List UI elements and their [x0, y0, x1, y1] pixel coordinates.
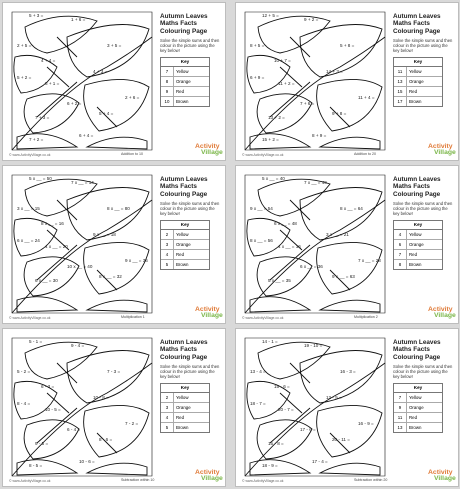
sum-equation: 15 - 8 = — [268, 441, 284, 446]
key-number: 4 — [161, 250, 174, 259]
worksheet-label: Multiplication 2 — [354, 315, 378, 319]
worksheet-instructions: Solve the simple sums and then colour in the picture using the key below! — [160, 201, 220, 217]
sum-equation: 5 + 3 = — [29, 13, 44, 18]
sum-equation: 8 + 1 = — [45, 81, 60, 86]
key-number: 4 — [394, 230, 407, 239]
copyright-url: © www.ActivityVillage.co.uk — [242, 153, 284, 157]
sum-equation: 3 + 5 = — [107, 43, 122, 48]
sum-equation: 7 - 2 = — [125, 421, 139, 426]
key-row — [161, 87, 209, 97]
key-number: 15 — [394, 87, 407, 96]
key-number: 7 — [394, 393, 407, 402]
sum-equation: 4 + 4 = — [41, 58, 56, 63]
sum-equation: 8 - 4 = — [17, 401, 31, 406]
sum-equation: 5 x __ = 50 — [29, 176, 52, 181]
colouring-area — [240, 7, 390, 155]
sum-equation: 8 - 6 = — [99, 437, 113, 442]
key-number: 11 — [394, 67, 407, 76]
key-row — [161, 393, 209, 403]
key-row — [394, 423, 442, 432]
sum-equation: 6 x __ = 24 — [17, 238, 40, 243]
worksheet-title: Autumn Leaves Maths Facts Colouring Page — [393, 339, 441, 361]
colour-key — [393, 383, 443, 433]
sum-equation: 6 - 3 = — [41, 384, 55, 389]
key-number: 2 — [161, 393, 174, 402]
worksheet-title: Autumn Leaves Maths Facts Colouring Page — [393, 13, 441, 35]
key-colour: Red — [409, 89, 418, 95]
sum-equation: 8 + 5 = — [250, 43, 265, 48]
worksheet-thumbnail[interactable] — [236, 166, 458, 323]
colouring-area — [7, 7, 157, 155]
side-panel — [160, 333, 222, 481]
key-colour: Red — [409, 252, 418, 258]
worksheet-instructions: Solve the simple sums and then colour in the picture using the key below! — [393, 364, 453, 380]
key-row — [161, 230, 209, 240]
worksheet-title: Autumn Leaves Maths Facts Colouring Page — [393, 176, 441, 198]
key-row — [161, 423, 209, 432]
key-colour: Brown — [409, 99, 422, 105]
key-colour: Yellow — [409, 232, 422, 238]
leaf-shape — [25, 16, 97, 53]
colouring-area — [240, 170, 390, 318]
leaf-picture — [7, 333, 157, 481]
sum-equation: 1 + 6 = — [71, 17, 86, 22]
sum-equation: 20 - 11 = — [332, 437, 350, 442]
worksheet-title: Autumn Leaves Maths Facts Colouring Page — [160, 176, 208, 198]
sum-equation: 7 x __ = 14 — [71, 180, 94, 185]
sum-equation: 13 + 2 = — [268, 115, 285, 120]
worksheet-label: Subtraction within 10 — [121, 478, 155, 482]
leaf-shape — [250, 134, 310, 149]
sum-equation: 4 x __ = 20 — [45, 244, 68, 249]
sum-equation: 6 x __ = 48 — [274, 221, 297, 226]
key-row — [394, 250, 442, 260]
worksheet-label: Subtraction within 20 — [354, 478, 388, 482]
colour-key — [160, 383, 210, 433]
key-number: 5 — [161, 423, 174, 432]
worksheet-instructions: Solve the simple sums and then colour in the picture using the key below! — [160, 38, 220, 54]
sum-equation: 8 x __ = 64 — [340, 206, 363, 211]
key-heading: Key — [394, 221, 442, 230]
picture-border — [12, 12, 152, 150]
sum-equation: 8 x __ = 16 — [41, 221, 64, 226]
picture-border — [245, 175, 385, 313]
leaf-shape — [317, 242, 382, 294]
sum-equation: 9 + 8 = — [332, 111, 347, 116]
sum-equation: 7 x __ = 28 — [358, 258, 381, 263]
sum-equation: 13 - 4 = — [250, 369, 266, 374]
leaf-shape — [320, 137, 380, 149]
picture-border — [12, 175, 152, 313]
worksheet-label: Addition to 10 — [121, 152, 143, 156]
worksheet-instructions: Solve the simple sums and then colour in the picture using the key below! — [393, 201, 453, 217]
side-panel — [393, 170, 455, 318]
worksheet-thumbnail[interactable] — [3, 166, 225, 323]
colour-key — [393, 220, 443, 270]
sum-equation: 5 + 2 = — [17, 75, 32, 80]
sum-equation: 10 + 7 = — [274, 58, 291, 63]
key-row — [161, 77, 209, 87]
worksheet-thumbnail[interactable] — [3, 329, 225, 486]
worksheet-thumbnail[interactable] — [236, 3, 458, 160]
side-panel — [160, 170, 222, 318]
leaf-shape — [87, 300, 147, 312]
key-number: 9 — [161, 87, 174, 96]
leaf-shape — [17, 460, 77, 475]
key-row — [161, 250, 209, 260]
leaf-shape — [84, 405, 149, 457]
sum-equation: 17 - 4 = — [312, 459, 328, 464]
copyright-url: © www.ActivityVillage.co.uk — [9, 153, 51, 157]
sum-equation: 5 x __ = 35 — [268, 278, 291, 283]
leaf-shape — [317, 405, 382, 457]
sum-equation: 10 - 8 = — [93, 395, 109, 400]
sum-equation: 12 - 5 = — [326, 395, 342, 400]
activity-village-logo: Activity Village — [195, 469, 223, 482]
key-number: 5 — [161, 260, 174, 269]
sum-equation: 18 - 7 = — [250, 401, 266, 406]
worksheet-thumbnail[interactable] — [236, 329, 458, 486]
key-row — [394, 393, 442, 403]
sum-equation: 6 - 4 = — [67, 427, 81, 432]
copyright-url: © www.ActivityVillage.co.uk — [9, 479, 51, 483]
key-number: 3 — [161, 240, 174, 249]
worksheet-title: Autumn Leaves Maths Facts Colouring Page — [160, 339, 208, 361]
leaf-picture — [240, 333, 390, 481]
activity-village-logo: Activity Village — [195, 306, 223, 319]
sum-equation: 6 + 2 = — [67, 101, 82, 106]
sum-equation: 7 - 3 = — [107, 369, 121, 374]
key-row — [161, 67, 209, 77]
sum-equation: 9 - 5 = — [35, 441, 49, 446]
worksheet-label: Multiplication 1 — [121, 315, 145, 319]
sum-equation: 9 x __ = 63 — [332, 274, 355, 279]
key-number: 6 — [394, 240, 407, 249]
key-row — [161, 97, 209, 106]
side-panel — [393, 333, 455, 481]
sum-equation: 4 + 3 = — [93, 69, 108, 74]
leaf-shape — [317, 79, 382, 131]
key-colour: Brown — [176, 99, 189, 105]
key-number: 2 — [161, 230, 174, 239]
leaf-shape — [67, 25, 149, 78]
sum-equation: 12 + 5 = — [262, 13, 279, 18]
key-colour: Orange — [176, 242, 191, 248]
key-number: 8 — [394, 260, 407, 269]
sum-equation: 14 + 3 = — [326, 69, 343, 74]
colour-key — [393, 57, 443, 107]
key-number: 7 — [394, 250, 407, 259]
sum-equation: 7 x __ = 49 — [304, 180, 327, 185]
sum-equation: 6 + 4 = — [79, 133, 94, 138]
sum-equation: 10 x __ = 40 — [67, 264, 93, 269]
key-colour: Yellow — [176, 232, 189, 238]
sum-equation: 11 + 4 = — [358, 95, 375, 100]
sum-equation: 9 x __ = 36 — [125, 258, 148, 263]
key-row — [394, 260, 442, 269]
sum-equation: 15 + 2 = — [262, 137, 279, 142]
key-colour: Brown — [409, 425, 422, 431]
key-row — [161, 260, 209, 269]
sum-equation: 7 + 2 = — [29, 137, 44, 142]
sum-equation: 3 x __ = 15 — [17, 206, 40, 211]
sum-equation: 9 x __ = 54 — [250, 206, 273, 211]
sum-equation: 16 - 3 = — [340, 369, 356, 374]
activity-village-logo: Activity Village — [428, 306, 456, 319]
key-number: 17 — [394, 97, 407, 106]
activity-village-logo: Activity Village — [428, 469, 456, 482]
key-row — [394, 240, 442, 250]
sum-equation: 5 - 1 = — [29, 339, 43, 344]
sum-equation: 15 - 6 = — [274, 384, 290, 389]
side-panel — [393, 7, 455, 155]
key-colour: Yellow — [409, 69, 422, 75]
key-colour: Brown — [176, 262, 189, 268]
leaf-shape — [17, 134, 77, 149]
colouring-area — [7, 333, 157, 481]
sum-equation: 5 x __ = 40 — [262, 176, 285, 181]
sum-equation: 11 + 2 = — [278, 81, 295, 86]
key-heading: Key — [394, 58, 442, 67]
key-row — [394, 77, 442, 87]
key-row — [394, 403, 442, 413]
sum-equation: 5 + 8 = — [340, 43, 355, 48]
sum-equation: 3 x __ = 21 — [326, 232, 349, 237]
leaf-shape — [25, 342, 97, 379]
key-colour: Brown — [409, 262, 422, 268]
key-colour: Red — [409, 415, 418, 421]
sum-equation: 17 - 6 = — [300, 427, 316, 432]
sum-equation: 10 - 6 = — [79, 459, 95, 464]
sum-equation: 18 - 9 = — [262, 463, 278, 468]
copyright-url: © www.ActivityVillage.co.uk — [9, 316, 51, 320]
colouring-area — [7, 170, 157, 318]
leaf-shape — [258, 16, 330, 53]
worksheet-instructions: Solve the simple sums and then colour in the picture using the key below! — [393, 38, 453, 54]
key-colour: Orange — [409, 405, 424, 411]
key-number: 7 — [161, 67, 174, 76]
key-colour: Red — [176, 89, 185, 95]
colouring-area — [240, 333, 390, 481]
sum-equation: 2 + 5 = — [17, 43, 32, 48]
worksheet-title: Autumn Leaves Maths Facts Colouring Page — [160, 13, 208, 35]
key-colour: Red — [176, 415, 185, 421]
leaf-shape — [250, 297, 310, 312]
sum-equation: 8 x __ = 80 — [107, 206, 130, 211]
key-number: 10 — [161, 97, 174, 106]
leaf-shape — [84, 79, 149, 131]
leaf-picture — [7, 170, 157, 318]
key-row — [394, 97, 442, 106]
colour-key — [160, 57, 210, 107]
key-heading: Key — [161, 384, 209, 393]
sum-equation: 8 + 9 = — [312, 133, 327, 138]
leaf-picture — [240, 7, 390, 155]
key-row — [394, 230, 442, 240]
sum-equation: 4 x __ = 16 — [278, 244, 301, 249]
sum-equation: 6 x __ = 36 — [300, 264, 323, 269]
sum-equation: 16 - 9 = — [358, 421, 374, 426]
key-heading: Key — [394, 384, 442, 393]
sum-equation: 8 - 5 = — [29, 463, 43, 468]
sum-equation: 10 - 5 = — [45, 407, 61, 412]
sum-equation: 5 + 4 = — [99, 111, 114, 116]
picture-border — [245, 12, 385, 150]
key-colour: Orange — [409, 79, 424, 85]
sum-equation: 14 - 1 = — [262, 339, 278, 344]
sum-equation: 2 + 6 = — [125, 95, 140, 100]
leaf-shape — [17, 297, 77, 312]
sum-equation: 19 - 10 = — [304, 343, 323, 348]
leaf-picture — [7, 7, 157, 155]
leaf-shape — [87, 137, 147, 149]
activity-village-logo: Activity Village — [428, 143, 456, 156]
key-colour: Orange — [176, 79, 191, 85]
key-heading: Key — [161, 221, 209, 230]
key-number: 13 — [394, 77, 407, 86]
copyright-url: © www.ActivityVillage.co.uk — [242, 316, 284, 320]
sum-equation: 9 - 4 = — [71, 343, 85, 348]
key-colour: Yellow — [176, 69, 189, 75]
key-colour: Yellow — [176, 395, 189, 401]
key-number: 13 — [394, 423, 407, 432]
key-row — [161, 413, 209, 423]
sum-equation: 7 + 6 = — [300, 101, 315, 106]
key-colour: Brown — [176, 425, 189, 431]
sum-equation: 20 - 7 = — [278, 407, 294, 412]
key-colour: Orange — [176, 405, 191, 411]
key-row — [394, 413, 442, 423]
sum-equation: 9 x __ = 18 — [93, 232, 116, 237]
worksheet-instructions: Solve the simple sums and then colour in the picture using the key below! — [160, 364, 220, 380]
sum-equation: 9 + 2 = — [304, 17, 319, 22]
key-number: 9 — [394, 403, 407, 412]
sum-equation: 8 x __ = 32 — [99, 274, 122, 279]
sum-equation: 6 + 9 = — [250, 75, 265, 80]
worksheet-label: Addition to 20 — [354, 152, 376, 156]
picture-border — [245, 338, 385, 476]
key-colour: Yellow — [409, 395, 422, 401]
key-row — [394, 67, 442, 77]
leaf-picture — [240, 170, 390, 318]
activity-village-logo: Activity Village — [195, 143, 223, 156]
key-number: 4 — [161, 413, 174, 422]
sum-equation: 6 x __ = 30 — [35, 278, 58, 283]
picture-border — [12, 338, 152, 476]
key-row — [394, 87, 442, 97]
leaf-shape — [84, 242, 149, 294]
sum-equation: 7 + 3 = — [35, 115, 50, 120]
key-number: 11 — [394, 413, 407, 422]
key-heading: Key — [161, 58, 209, 67]
leaf-shape — [320, 463, 380, 475]
key-colour: Red — [176, 252, 185, 258]
key-colour: Orange — [409, 242, 424, 248]
key-number: 3 — [161, 403, 174, 412]
leaf-shape — [320, 300, 380, 312]
leaf-shape — [87, 463, 147, 475]
key-number: 8 — [161, 77, 174, 86]
key-row — [161, 240, 209, 250]
colour-key — [160, 220, 210, 270]
sum-equation: 5 - 2 = — [17, 369, 31, 374]
leaf-shape — [250, 460, 310, 475]
copyright-url: © www.ActivityVillage.co.uk — [242, 479, 284, 483]
key-row — [161, 403, 209, 413]
sum-equation: 8 x __ = 56 — [250, 238, 273, 243]
worksheet-thumbnail[interactable] — [3, 3, 225, 160]
side-panel — [160, 7, 222, 155]
